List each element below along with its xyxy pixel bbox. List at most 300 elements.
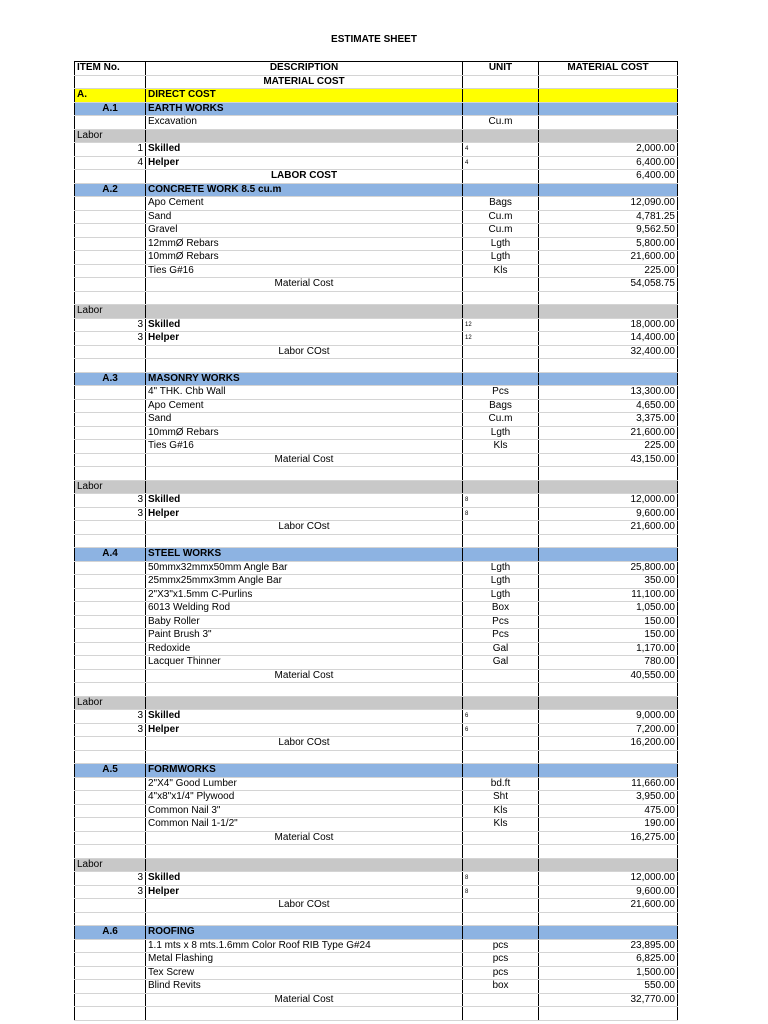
- table-row: [75, 980, 678, 994]
- cell-description: [146, 129, 463, 143]
- cell-item-no: 3: [75, 872, 146, 886]
- cell-item-no: [75, 966, 146, 980]
- cell-material-cost: 32,770.00: [539, 993, 678, 1007]
- cell-unit: 8: [463, 494, 539, 508]
- table-row: [75, 507, 678, 521]
- table-row: [75, 89, 678, 103]
- cell-description: 1.1 mts x 8 mts.1.6mm Color Roof RIB Type G#24: [146, 939, 463, 953]
- table-row: [75, 210, 678, 224]
- estimate-table-body: [75, 62, 678, 1021]
- cell-unit: [463, 831, 539, 845]
- cell-item-no: [75, 467, 146, 481]
- table-row: [75, 156, 678, 170]
- cell-description: Ties G#16: [146, 440, 463, 454]
- cell-item-no: [75, 399, 146, 413]
- cell-item-no: [75, 413, 146, 427]
- cell-description: Helper: [146, 156, 463, 170]
- cell-description: 4" THK. Chb Wall: [146, 386, 463, 400]
- table-row: [75, 723, 678, 737]
- table-row: [75, 1007, 678, 1021]
- cell-description: Labor COst: [146, 899, 463, 913]
- cell-description: 10mmØ Rebars: [146, 251, 463, 265]
- table-row: [75, 561, 678, 575]
- cell-item-no: [75, 561, 146, 575]
- cell-unit: [463, 102, 539, 116]
- table-row: [75, 872, 678, 886]
- cell-material-cost: 6,825.00: [539, 953, 678, 967]
- table-row: [75, 696, 678, 710]
- cell-item-no: [75, 224, 146, 238]
- cell-material-cost: 225.00: [539, 264, 678, 278]
- cell-material-cost: [539, 534, 678, 548]
- cell-description: Helper: [146, 507, 463, 521]
- cell-unit: [463, 858, 539, 872]
- cell-material-cost: [539, 116, 678, 130]
- cell-unit: [463, 534, 539, 548]
- table-row: [75, 791, 678, 805]
- cell-description: Apo Cement: [146, 399, 463, 413]
- cell-unit: box: [463, 980, 539, 994]
- table-row: [75, 534, 678, 548]
- cell-item-no: [75, 264, 146, 278]
- table-row: [75, 170, 678, 184]
- table-row: [75, 669, 678, 683]
- cell-material-cost: [539, 467, 678, 481]
- cell-unit: Bags: [463, 197, 539, 211]
- cell-material-cost: 23,895.00: [539, 939, 678, 953]
- table-row: [75, 575, 678, 589]
- cell-description: Common Nail 3": [146, 804, 463, 818]
- cell-item-no: [75, 210, 146, 224]
- cell-description: MASONRY WORKS: [146, 372, 463, 386]
- header-description: DESCRIPTION: [146, 62, 463, 76]
- cell-item-no: [75, 629, 146, 643]
- cell-description: STEEL WORKS: [146, 548, 463, 562]
- cell-unit: 8: [463, 885, 539, 899]
- cell-description: Baby Roller: [146, 615, 463, 629]
- cell-unit: [463, 467, 539, 481]
- cell-description: CONCRETE WORK 8.5 cu.m: [146, 183, 463, 197]
- cell-item-no: [75, 912, 146, 926]
- header-subrow: [75, 75, 678, 89]
- cell-unit: 6: [463, 710, 539, 724]
- cell-material-cost: [539, 750, 678, 764]
- cell-unit: Lgth: [463, 237, 539, 251]
- cell-description: 10mmØ Rebars: [146, 426, 463, 440]
- table-row: [75, 683, 678, 697]
- table-row: [75, 939, 678, 953]
- cell-item-no: [75, 939, 146, 953]
- cell-material-cost: 1,050.00: [539, 602, 678, 616]
- cell-unit: [463, 737, 539, 751]
- cell-unit: [463, 669, 539, 683]
- cell-material-cost: [539, 89, 678, 103]
- cell-item-no: [75, 899, 146, 913]
- cell-description: 50mmx32mmx50mm Angle Bar: [146, 561, 463, 575]
- cell-unit: pcs: [463, 939, 539, 953]
- cell-description: [146, 291, 463, 305]
- table-row: [75, 467, 678, 481]
- header-item-no: ITEM No.: [75, 62, 146, 76]
- cell-item-no: Labor: [75, 129, 146, 143]
- cell-description: Material Cost: [146, 993, 463, 1007]
- header-material-cost: MATERIAL COST: [539, 62, 678, 76]
- header-subrow-cost: [539, 75, 678, 89]
- table-row: [75, 372, 678, 386]
- cell-unit: Kls: [463, 818, 539, 832]
- cell-description: Helper: [146, 723, 463, 737]
- cell-item-no: [75, 845, 146, 859]
- cell-material-cost: 18,000.00: [539, 318, 678, 332]
- cell-material-cost: 16,275.00: [539, 831, 678, 845]
- cell-unit: Cu.m: [463, 116, 539, 130]
- cell-material-cost: 150.00: [539, 615, 678, 629]
- table-row: [75, 102, 678, 116]
- cell-item-no: [75, 777, 146, 791]
- cell-unit: [463, 480, 539, 494]
- cell-description: Helper: [146, 332, 463, 346]
- cell-description: 2"X4" Good Lumber: [146, 777, 463, 791]
- cell-unit: [463, 89, 539, 103]
- cell-description: Skilled: [146, 494, 463, 508]
- cell-description: Excavation: [146, 116, 463, 130]
- cell-unit: pcs: [463, 966, 539, 980]
- cell-material-cost: 32,400.00: [539, 345, 678, 359]
- cell-item-no: Labor: [75, 305, 146, 319]
- table-row: [75, 426, 678, 440]
- cell-unit: [463, 899, 539, 913]
- cell-description: [146, 696, 463, 710]
- cell-description: [146, 858, 463, 872]
- cell-material-cost: [539, 845, 678, 859]
- cell-description: 25mmx25mmx3mm Angle Bar: [146, 575, 463, 589]
- cell-material-cost: [539, 912, 678, 926]
- cell-item-no: [75, 683, 146, 697]
- cell-material-cost: 54,058.75: [539, 278, 678, 292]
- cell-unit: [463, 278, 539, 292]
- cell-material-cost: 11,660.00: [539, 777, 678, 791]
- cell-item-no: [75, 818, 146, 832]
- cell-description: Skilled: [146, 710, 463, 724]
- cell-item-no: [75, 602, 146, 616]
- cell-unit: Lgth: [463, 575, 539, 589]
- cell-item-no: [75, 575, 146, 589]
- cell-item-no: 3: [75, 318, 146, 332]
- cell-material-cost: 12,000.00: [539, 494, 678, 508]
- header-description-sub: MATERIAL COST: [146, 75, 463, 89]
- cell-material-cost: 12,090.00: [539, 197, 678, 211]
- cell-description: [146, 750, 463, 764]
- table-row: [75, 264, 678, 278]
- table-row: [75, 305, 678, 319]
- cell-material-cost: 11,100.00: [539, 588, 678, 602]
- cell-description: FORMWORKS: [146, 764, 463, 778]
- cell-description: Tex Screw: [146, 966, 463, 980]
- cell-material-cost: [539, 359, 678, 373]
- cell-material-cost: 7,200.00: [539, 723, 678, 737]
- cell-description: Material Cost: [146, 278, 463, 292]
- cell-unit: 8: [463, 872, 539, 886]
- estimate-table: [74, 61, 678, 1021]
- table-row: [75, 912, 678, 926]
- cell-description: [146, 1007, 463, 1021]
- cell-description: Labor COst: [146, 737, 463, 751]
- cell-unit: [463, 1007, 539, 1021]
- cell-description: 2"X3"x1.5mm C-Purlins: [146, 588, 463, 602]
- cell-unit: [463, 993, 539, 1007]
- cell-item-no: [75, 642, 146, 656]
- cell-material-cost: [539, 372, 678, 386]
- cell-material-cost: 21,600.00: [539, 899, 678, 913]
- cell-item-no: [75, 116, 146, 130]
- table-row: [75, 926, 678, 940]
- cell-item-no: Labor: [75, 480, 146, 494]
- cell-description: Skilled: [146, 872, 463, 886]
- cell-material-cost: 190.00: [539, 818, 678, 832]
- cell-material-cost: 1,170.00: [539, 642, 678, 656]
- cell-unit: Cu.m: [463, 413, 539, 427]
- cell-material-cost: [539, 696, 678, 710]
- cell-description: DIRECT COST: [146, 89, 463, 103]
- cell-material-cost: 2,000.00: [539, 143, 678, 157]
- cell-material-cost: 40,550.00: [539, 669, 678, 683]
- cell-item-no: A.4: [75, 548, 146, 562]
- cell-description: Redoxide: [146, 642, 463, 656]
- cell-unit: Kls: [463, 804, 539, 818]
- cell-material-cost: [539, 926, 678, 940]
- cell-unit: [463, 453, 539, 467]
- cell-unit: [463, 696, 539, 710]
- table-row: [75, 251, 678, 265]
- cell-item-no: A.2: [75, 183, 146, 197]
- table-row: [75, 710, 678, 724]
- table-row: [75, 224, 678, 238]
- table-row: [75, 129, 678, 143]
- table-row: [75, 386, 678, 400]
- cell-material-cost: 475.00: [539, 804, 678, 818]
- cell-unit: [463, 764, 539, 778]
- cell-item-no: [75, 804, 146, 818]
- cell-unit: [463, 305, 539, 319]
- cell-material-cost: 43,150.00: [539, 453, 678, 467]
- cell-description: Lacquer Thinner: [146, 656, 463, 670]
- cell-unit: Kls: [463, 440, 539, 454]
- cell-material-cost: [539, 129, 678, 143]
- table-row: [75, 548, 678, 562]
- cell-description: [146, 467, 463, 481]
- cell-description: Labor COst: [146, 345, 463, 359]
- cell-unit: Pcs: [463, 615, 539, 629]
- cell-material-cost: 13,300.00: [539, 386, 678, 400]
- cell-item-no: [75, 197, 146, 211]
- cell-unit: Lgth: [463, 561, 539, 575]
- cell-description: Material Cost: [146, 669, 463, 683]
- table-row: [75, 885, 678, 899]
- cell-material-cost: 9,600.00: [539, 507, 678, 521]
- cell-material-cost: 16,200.00: [539, 737, 678, 751]
- cell-description: Blind Revits: [146, 980, 463, 994]
- cell-description: [146, 534, 463, 548]
- table-row: [75, 602, 678, 616]
- table-row: [75, 453, 678, 467]
- table-row: [75, 845, 678, 859]
- cell-item-no: 3: [75, 885, 146, 899]
- table-row: [75, 656, 678, 670]
- cell-description: ROOFING: [146, 926, 463, 940]
- cell-material-cost: 14,400.00: [539, 332, 678, 346]
- cell-item-no: A.: [75, 89, 146, 103]
- cell-material-cost: 6,400.00: [539, 156, 678, 170]
- cell-unit: [463, 926, 539, 940]
- header-subrow-unit: [463, 75, 539, 89]
- cell-material-cost: [539, 548, 678, 562]
- cell-item-no: [75, 791, 146, 805]
- table-row: [75, 831, 678, 845]
- table-row: [75, 494, 678, 508]
- cell-item-no: [75, 426, 146, 440]
- cell-item-no: [75, 993, 146, 1007]
- cell-material-cost: 4,650.00: [539, 399, 678, 413]
- cell-unit: Sht: [463, 791, 539, 805]
- table-row: [75, 413, 678, 427]
- cell-material-cost: [539, 858, 678, 872]
- table-row: [75, 345, 678, 359]
- cell-description: 4"x8"x1/4" Plywood: [146, 791, 463, 805]
- cell-unit: [463, 683, 539, 697]
- table-row: [75, 183, 678, 197]
- table-row: [75, 197, 678, 211]
- cell-unit: [463, 291, 539, 305]
- cell-unit: Cu.m: [463, 224, 539, 238]
- cell-unit: [463, 170, 539, 184]
- cell-description: Apo Cement: [146, 197, 463, 211]
- cell-unit: Pcs: [463, 629, 539, 643]
- cell-item-no: 3: [75, 710, 146, 724]
- cell-material-cost: 3,950.00: [539, 791, 678, 805]
- cell-unit: 12: [463, 332, 539, 346]
- cell-material-cost: [539, 480, 678, 494]
- cell-material-cost: 1,500.00: [539, 966, 678, 980]
- table-row: [75, 278, 678, 292]
- cell-material-cost: 4,781.25: [539, 210, 678, 224]
- cell-material-cost: [539, 291, 678, 305]
- table-row: [75, 737, 678, 751]
- cell-description: Sand: [146, 210, 463, 224]
- cell-item-no: [75, 980, 146, 994]
- cell-item-no: 3: [75, 332, 146, 346]
- cell-unit: Pcs: [463, 386, 539, 400]
- table-row: [75, 642, 678, 656]
- cell-description: [146, 359, 463, 373]
- cell-material-cost: 12,000.00: [539, 872, 678, 886]
- table-row: [75, 143, 678, 157]
- sheet-title: ESTIMATE SHEET: [331, 34, 417, 45]
- cell-material-cost: 780.00: [539, 656, 678, 670]
- table-row: [75, 332, 678, 346]
- table-row: [75, 480, 678, 494]
- table-row: [75, 237, 678, 251]
- cell-item-no: [75, 1007, 146, 1021]
- cell-unit: [463, 183, 539, 197]
- cell-unit: Gal: [463, 642, 539, 656]
- cell-unit: 4: [463, 143, 539, 157]
- cell-item-no: 3: [75, 494, 146, 508]
- cell-description: EARTH WORKS: [146, 102, 463, 116]
- cell-unit: Box: [463, 602, 539, 616]
- table-row: [75, 818, 678, 832]
- table-row: [75, 291, 678, 305]
- cell-item-no: A.1: [75, 102, 146, 116]
- cell-description: Material Cost: [146, 831, 463, 845]
- cell-material-cost: 9,000.00: [539, 710, 678, 724]
- cell-item-no: [75, 588, 146, 602]
- cell-unit: Bags: [463, 399, 539, 413]
- table-row: [75, 804, 678, 818]
- table-row: [75, 777, 678, 791]
- cell-unit: [463, 129, 539, 143]
- cell-unit: 4: [463, 156, 539, 170]
- cell-item-no: [75, 251, 146, 265]
- cell-unit: Kls: [463, 264, 539, 278]
- cell-item-no: A.5: [75, 764, 146, 778]
- cell-item-no: [75, 359, 146, 373]
- cell-description: [146, 845, 463, 859]
- cell-unit: [463, 548, 539, 562]
- cell-unit: 6: [463, 723, 539, 737]
- cell-item-no: [75, 170, 146, 184]
- cell-item-no: [75, 656, 146, 670]
- cell-item-no: [75, 386, 146, 400]
- cell-description: Paint Brush 3": [146, 629, 463, 643]
- cell-item-no: [75, 737, 146, 751]
- table-row: [75, 615, 678, 629]
- cell-description: [146, 480, 463, 494]
- table-row: [75, 399, 678, 413]
- cell-description: Helper: [146, 885, 463, 899]
- cell-item-no: 4: [75, 156, 146, 170]
- cell-description: [146, 305, 463, 319]
- cell-description: Gravel: [146, 224, 463, 238]
- table-row: [75, 953, 678, 967]
- table-row: [75, 440, 678, 454]
- cell-description: Ties G#16: [146, 264, 463, 278]
- cell-unit: [463, 912, 539, 926]
- cell-material-cost: 150.00: [539, 629, 678, 643]
- cell-description: Sand: [146, 413, 463, 427]
- cell-item-no: [75, 534, 146, 548]
- cell-description: [146, 912, 463, 926]
- table-row: [75, 750, 678, 764]
- header-row: [75, 62, 678, 76]
- cell-description: 12mmØ Rebars: [146, 237, 463, 251]
- table-row: [75, 521, 678, 535]
- cell-unit: [463, 521, 539, 535]
- cell-material-cost: [539, 1007, 678, 1021]
- cell-unit: 8: [463, 507, 539, 521]
- cell-material-cost: 5,800.00: [539, 237, 678, 251]
- cell-unit: Cu.m: [463, 210, 539, 224]
- cell-item-no: [75, 831, 146, 845]
- cell-item-no: [75, 237, 146, 251]
- cell-item-no: [75, 345, 146, 359]
- cell-material-cost: 350.00: [539, 575, 678, 589]
- cell-material-cost: 21,600.00: [539, 426, 678, 440]
- cell-description: Material Cost: [146, 453, 463, 467]
- cell-item-no: 3: [75, 723, 146, 737]
- table-row: [75, 116, 678, 130]
- cell-item-no: A.6: [75, 926, 146, 940]
- cell-unit: pcs: [463, 953, 539, 967]
